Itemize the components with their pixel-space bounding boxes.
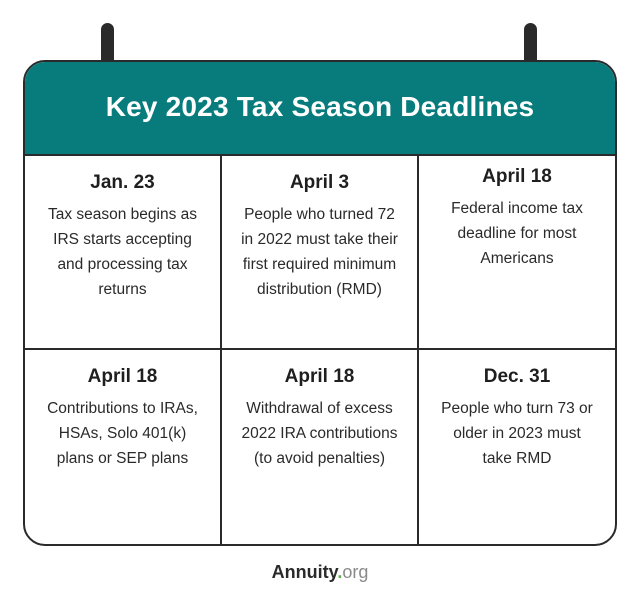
deadline-cell [25, 350, 222, 544]
calendar-title: Key 2023 Tax Season Deadlines [105, 91, 535, 122]
deadline-cell [222, 350, 419, 544]
deadline-description: Federal income tax deadline for most Americans [451, 200, 583, 267]
deadline-date: Dec. 31 [483, 366, 551, 387]
brand-tld: org [342, 562, 369, 582]
deadline-description: People who turn 73 or older in 2023 must take RMD [441, 400, 593, 467]
deadline-date: Jan. 23 [90, 172, 155, 193]
deadline-date: April 18 [87, 366, 158, 387]
deadline-cell [419, 156, 615, 350]
deadline-grid [25, 156, 615, 544]
calendar-header [25, 62, 615, 156]
deadline-date: April 18 [284, 366, 355, 387]
deadline-calendar [23, 60, 617, 546]
brand-name: Annuity [271, 562, 338, 582]
brand-logo [0, 562, 640, 583]
deadline-date: April 18 [482, 166, 552, 187]
deadline-description: People who turned 72 in 2022 must take their first required minimum distribution (RMD) [241, 206, 398, 298]
deadline-description: Contributions to IRAs, HSAs, Solo 401(k) plans or SEP plans [47, 400, 198, 467]
deadline-date: April 3 [289, 172, 350, 193]
brand-dot: . [337, 562, 343, 582]
deadline-description: Tax season begins as IRS starts accepting and processing tax returns [47, 206, 198, 298]
deadline-cell [25, 156, 222, 350]
deadline-cell [419, 350, 615, 544]
deadline-description: Withdrawal of excess 2022 IRA contributions (to avoid penalties) [241, 400, 398, 467]
deadline-cell [222, 156, 419, 350]
